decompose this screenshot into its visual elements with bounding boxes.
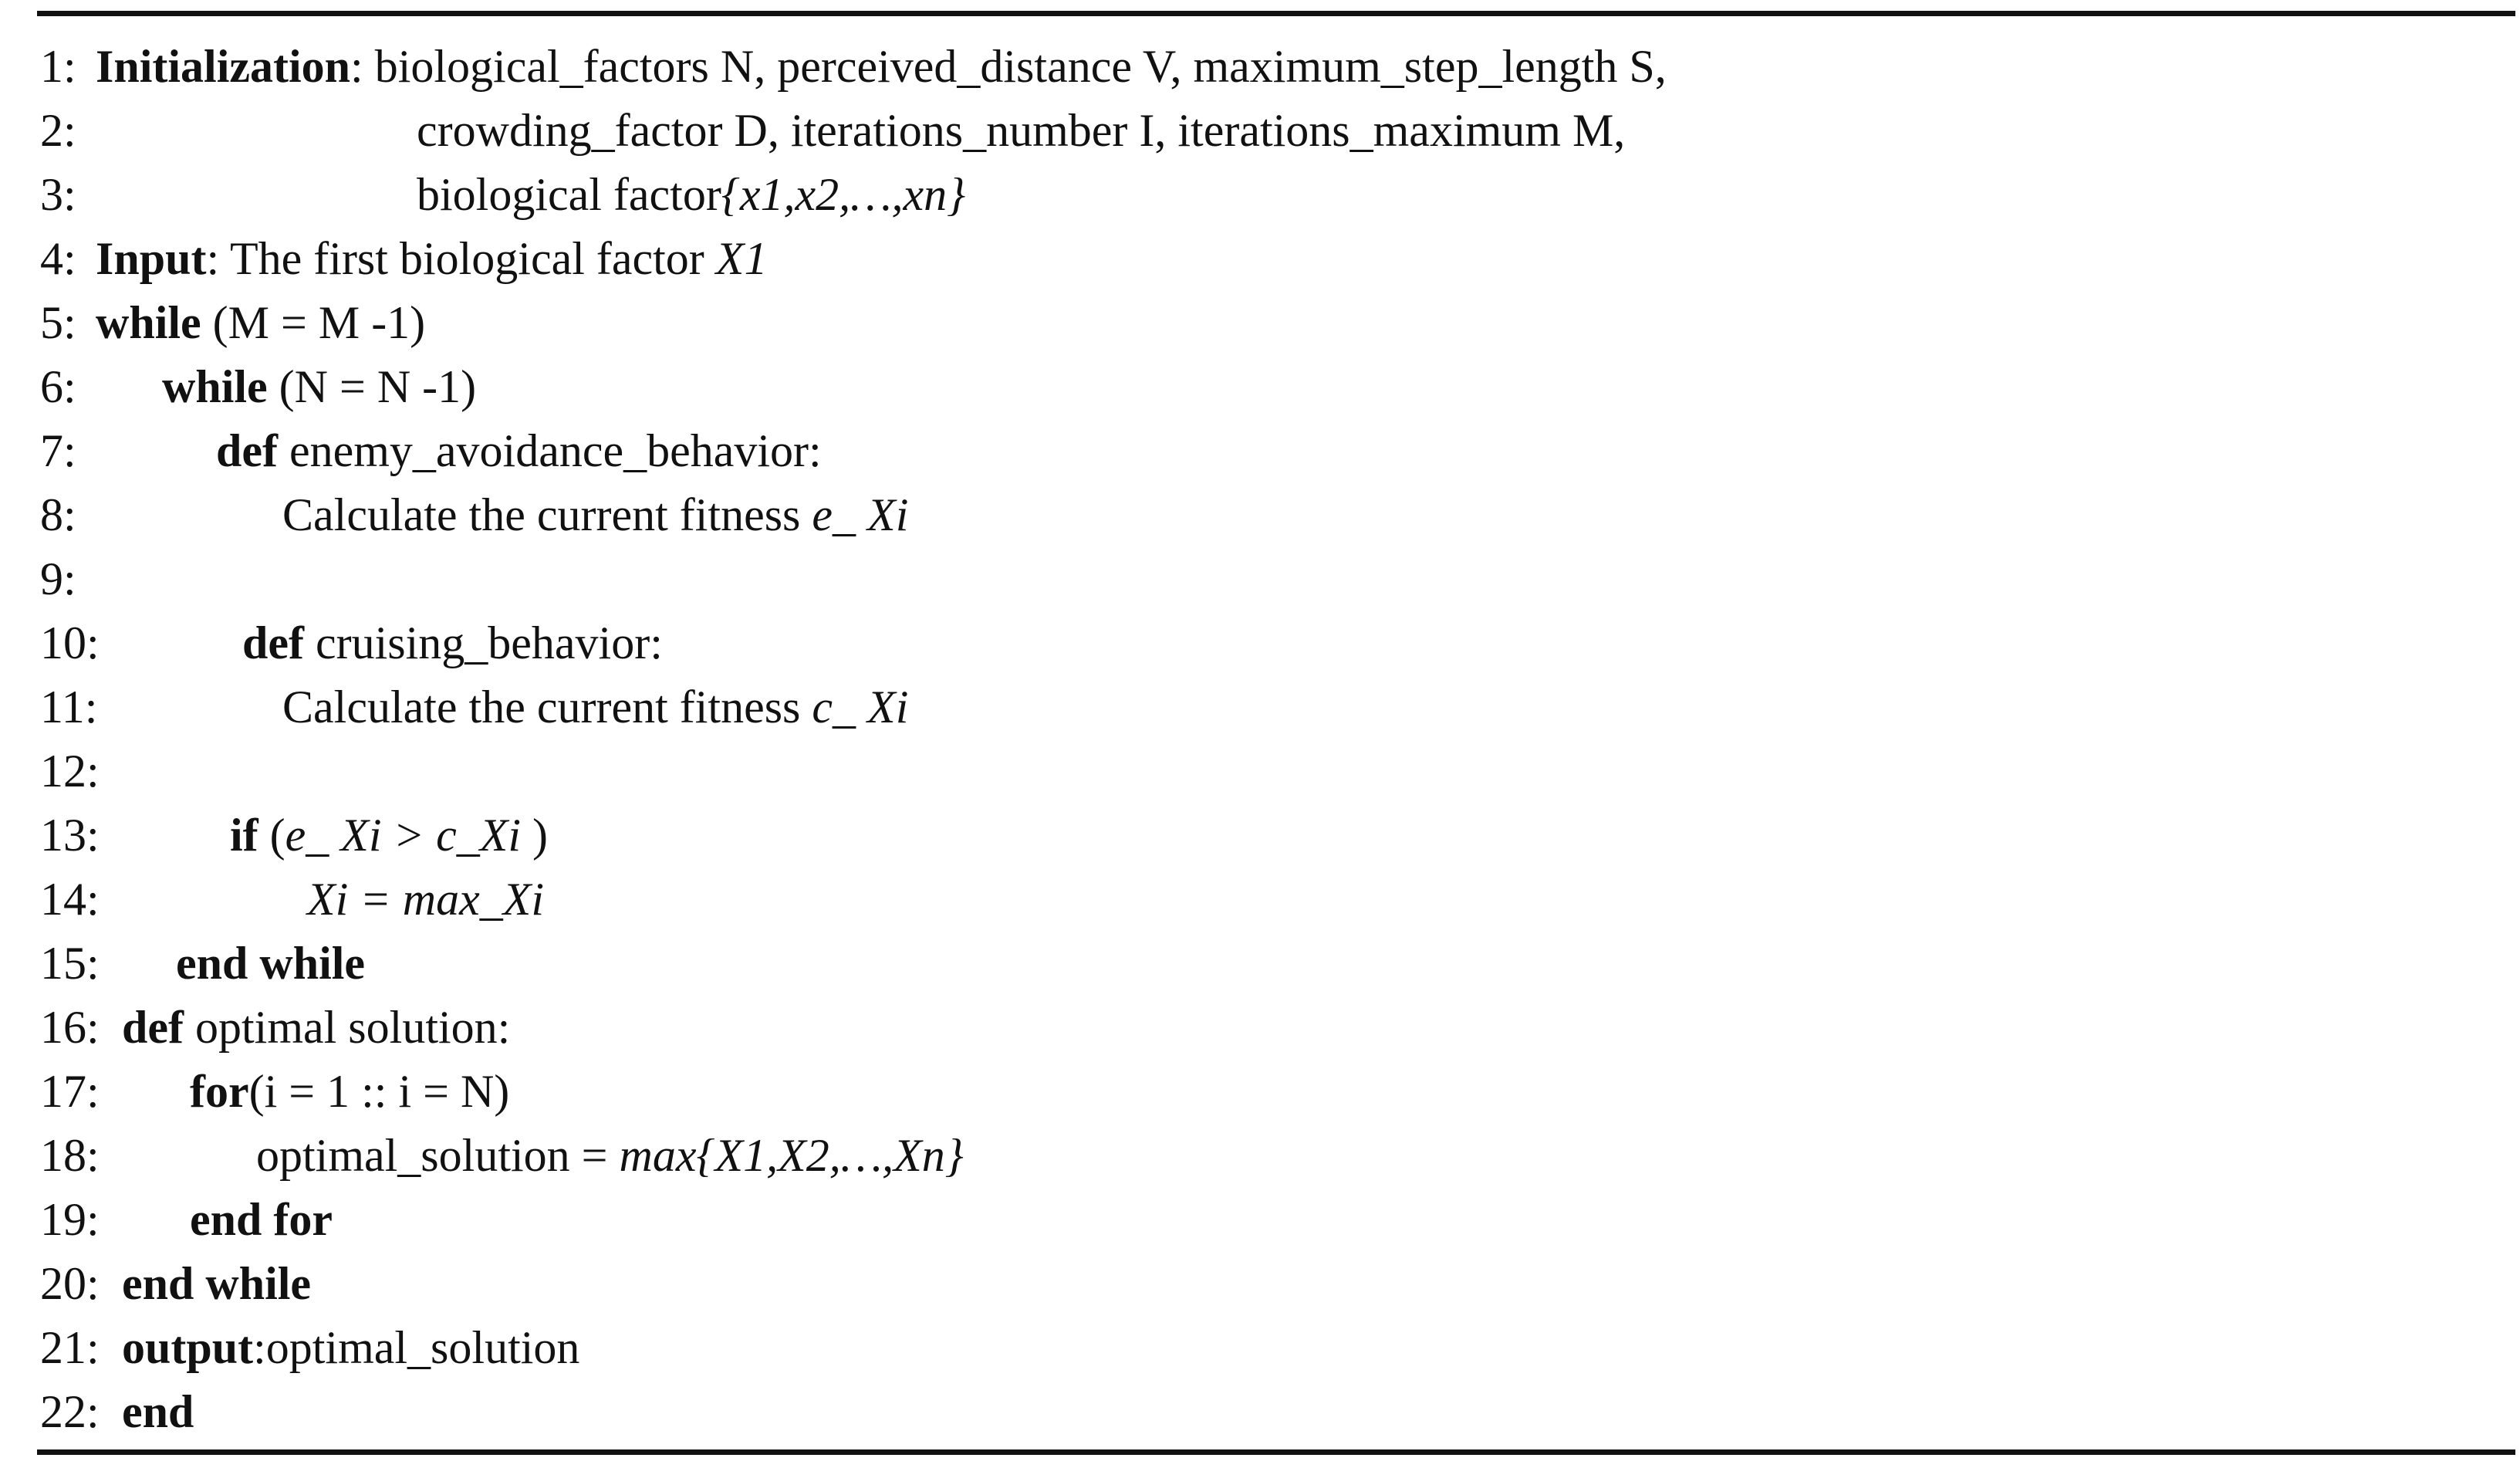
line-number: 2:: [40, 105, 76, 156]
line-number: 17:: [40, 1066, 100, 1117]
algorithm-line: [0, 1187, 2520, 1252]
line-text: [176, 931, 365, 996]
line-text: [417, 98, 1625, 163]
algorithm-line: [0, 482, 2520, 547]
line-text: [190, 1187, 333, 1252]
line-number: 18:: [40, 1130, 100, 1181]
algorithm-line: [0, 739, 2520, 803]
code-text: Calculate the current fitness: [282, 489, 812, 540]
algorithm-line: [0, 1379, 2520, 1444]
line-text: [122, 995, 510, 1060]
line-text: [122, 1379, 194, 1444]
line-number: 11:: [40, 682, 98, 732]
code-text: (N = N -1): [267, 361, 477, 412]
math-expression: Xi = max_Xi: [307, 874, 545, 925]
math-expression: c_ Xi: [812, 682, 909, 732]
line-number: 14:: [40, 874, 100, 925]
line-text: [242, 611, 663, 675]
keyword: output: [122, 1322, 254, 1373]
keyword: while: [96, 297, 201, 348]
keyword: for: [190, 1066, 249, 1117]
keyword: def: [216, 425, 278, 476]
keyword: end while: [122, 1258, 312, 1309]
line-number: 16:: [40, 1002, 100, 1053]
math-expression: max{X1,X2,…,Xn}: [619, 1130, 964, 1181]
algorithm-line: [0, 290, 2520, 355]
code-text: (M = M -1): [201, 297, 426, 348]
code-text: biological factor: [417, 169, 721, 220]
code-text: :optimal_solution: [253, 1322, 580, 1373]
math-expression: X1: [715, 233, 768, 284]
keyword: while: [162, 361, 268, 412]
line-text: [96, 34, 1667, 99]
line-number: 19:: [40, 1194, 100, 1245]
code-text: optimal solution:: [183, 1002, 511, 1053]
line-text: [122, 1315, 579, 1380]
line-number: 6:: [40, 361, 76, 412]
algorithm-line: [0, 867, 2520, 932]
algorithm-line: [0, 1059, 2520, 1124]
line-number: 22:: [40, 1386, 100, 1437]
line-number: 5:: [40, 297, 76, 348]
algorithm-line: [0, 611, 2520, 675]
code-text: enemy_avoidance_behavior:: [277, 425, 822, 476]
keyword: def: [122, 1002, 184, 1053]
algorithm-line: [0, 418, 2520, 483]
code-text: ): [521, 810, 549, 861]
line-number: 15:: [40, 938, 100, 989]
algorithm-line: [0, 162, 2520, 227]
algorithm-line: [0, 675, 2520, 739]
algorithm-line: [0, 995, 2520, 1060]
algorithm-line: [0, 1123, 2520, 1188]
line-number: 21:: [40, 1322, 100, 1373]
keyword: end for: [190, 1194, 333, 1245]
line-number: 12:: [40, 746, 100, 797]
algorithm-line: [0, 546, 2520, 611]
line-number: 9:: [40, 553, 76, 604]
keyword: end while: [176, 938, 366, 989]
line-number: 1:: [40, 41, 76, 92]
line-text: [216, 418, 822, 483]
line-text: [190, 1059, 509, 1124]
math-expression: e_ Xi > c_Xi: [285, 810, 522, 861]
algorithm-line: [0, 931, 2520, 996]
code-text: : The first biological factor: [206, 233, 716, 284]
algorithm-line: [0, 1315, 2520, 1380]
line-text: [96, 226, 767, 291]
line-text: [162, 354, 476, 419]
line-text: [256, 1123, 964, 1188]
line-text: [307, 867, 544, 932]
code-text: optimal_solution =: [256, 1130, 620, 1181]
math-expression: e_ Xi: [812, 489, 909, 540]
code-text: Calculate the current fitness: [282, 682, 812, 732]
algorithm-line: [0, 354, 2520, 419]
code-text: (: [258, 810, 285, 861]
keyword: end: [122, 1386, 194, 1437]
top-rule: [37, 11, 2515, 16]
keyword: Input: [96, 233, 207, 284]
code-text: cruising_behavior:: [303, 617, 663, 668]
algorithm-line: [0, 98, 2520, 163]
line-text: [122, 1251, 311, 1316]
bottom-rule: [37, 1449, 2515, 1455]
line-number: 4:: [40, 233, 76, 284]
line-text: [282, 675, 908, 739]
code-text: (i = 1 :: i = N): [248, 1066, 510, 1117]
keyword: if: [230, 810, 258, 861]
line-text: [282, 482, 908, 547]
algorithm-line: [0, 1251, 2520, 1316]
line-number: 8:: [40, 489, 76, 540]
line-number: 10:: [40, 617, 100, 668]
algorithm-line: [0, 803, 2520, 868]
keyword: def: [242, 617, 304, 668]
code-text: : biological_factors N, perceived_distance V, maximum_step_length S,: [350, 41, 1667, 92]
keyword: Initialization: [96, 41, 351, 92]
line-number: 20:: [40, 1258, 100, 1309]
line-text: [230, 803, 548, 868]
line-number: 3:: [40, 169, 76, 220]
algorithm-line: [0, 34, 2520, 99]
line-number: 7:: [40, 425, 76, 476]
code-text: crowding_factor D, iterations_number I, iterations_maximum M,: [417, 105, 1626, 156]
line-text: [96, 290, 425, 355]
algorithm-line: [0, 226, 2520, 291]
line-number: 13:: [40, 810, 100, 861]
line-text: [417, 162, 965, 227]
math-expression: {x1,x2,…,xn}: [721, 169, 966, 220]
